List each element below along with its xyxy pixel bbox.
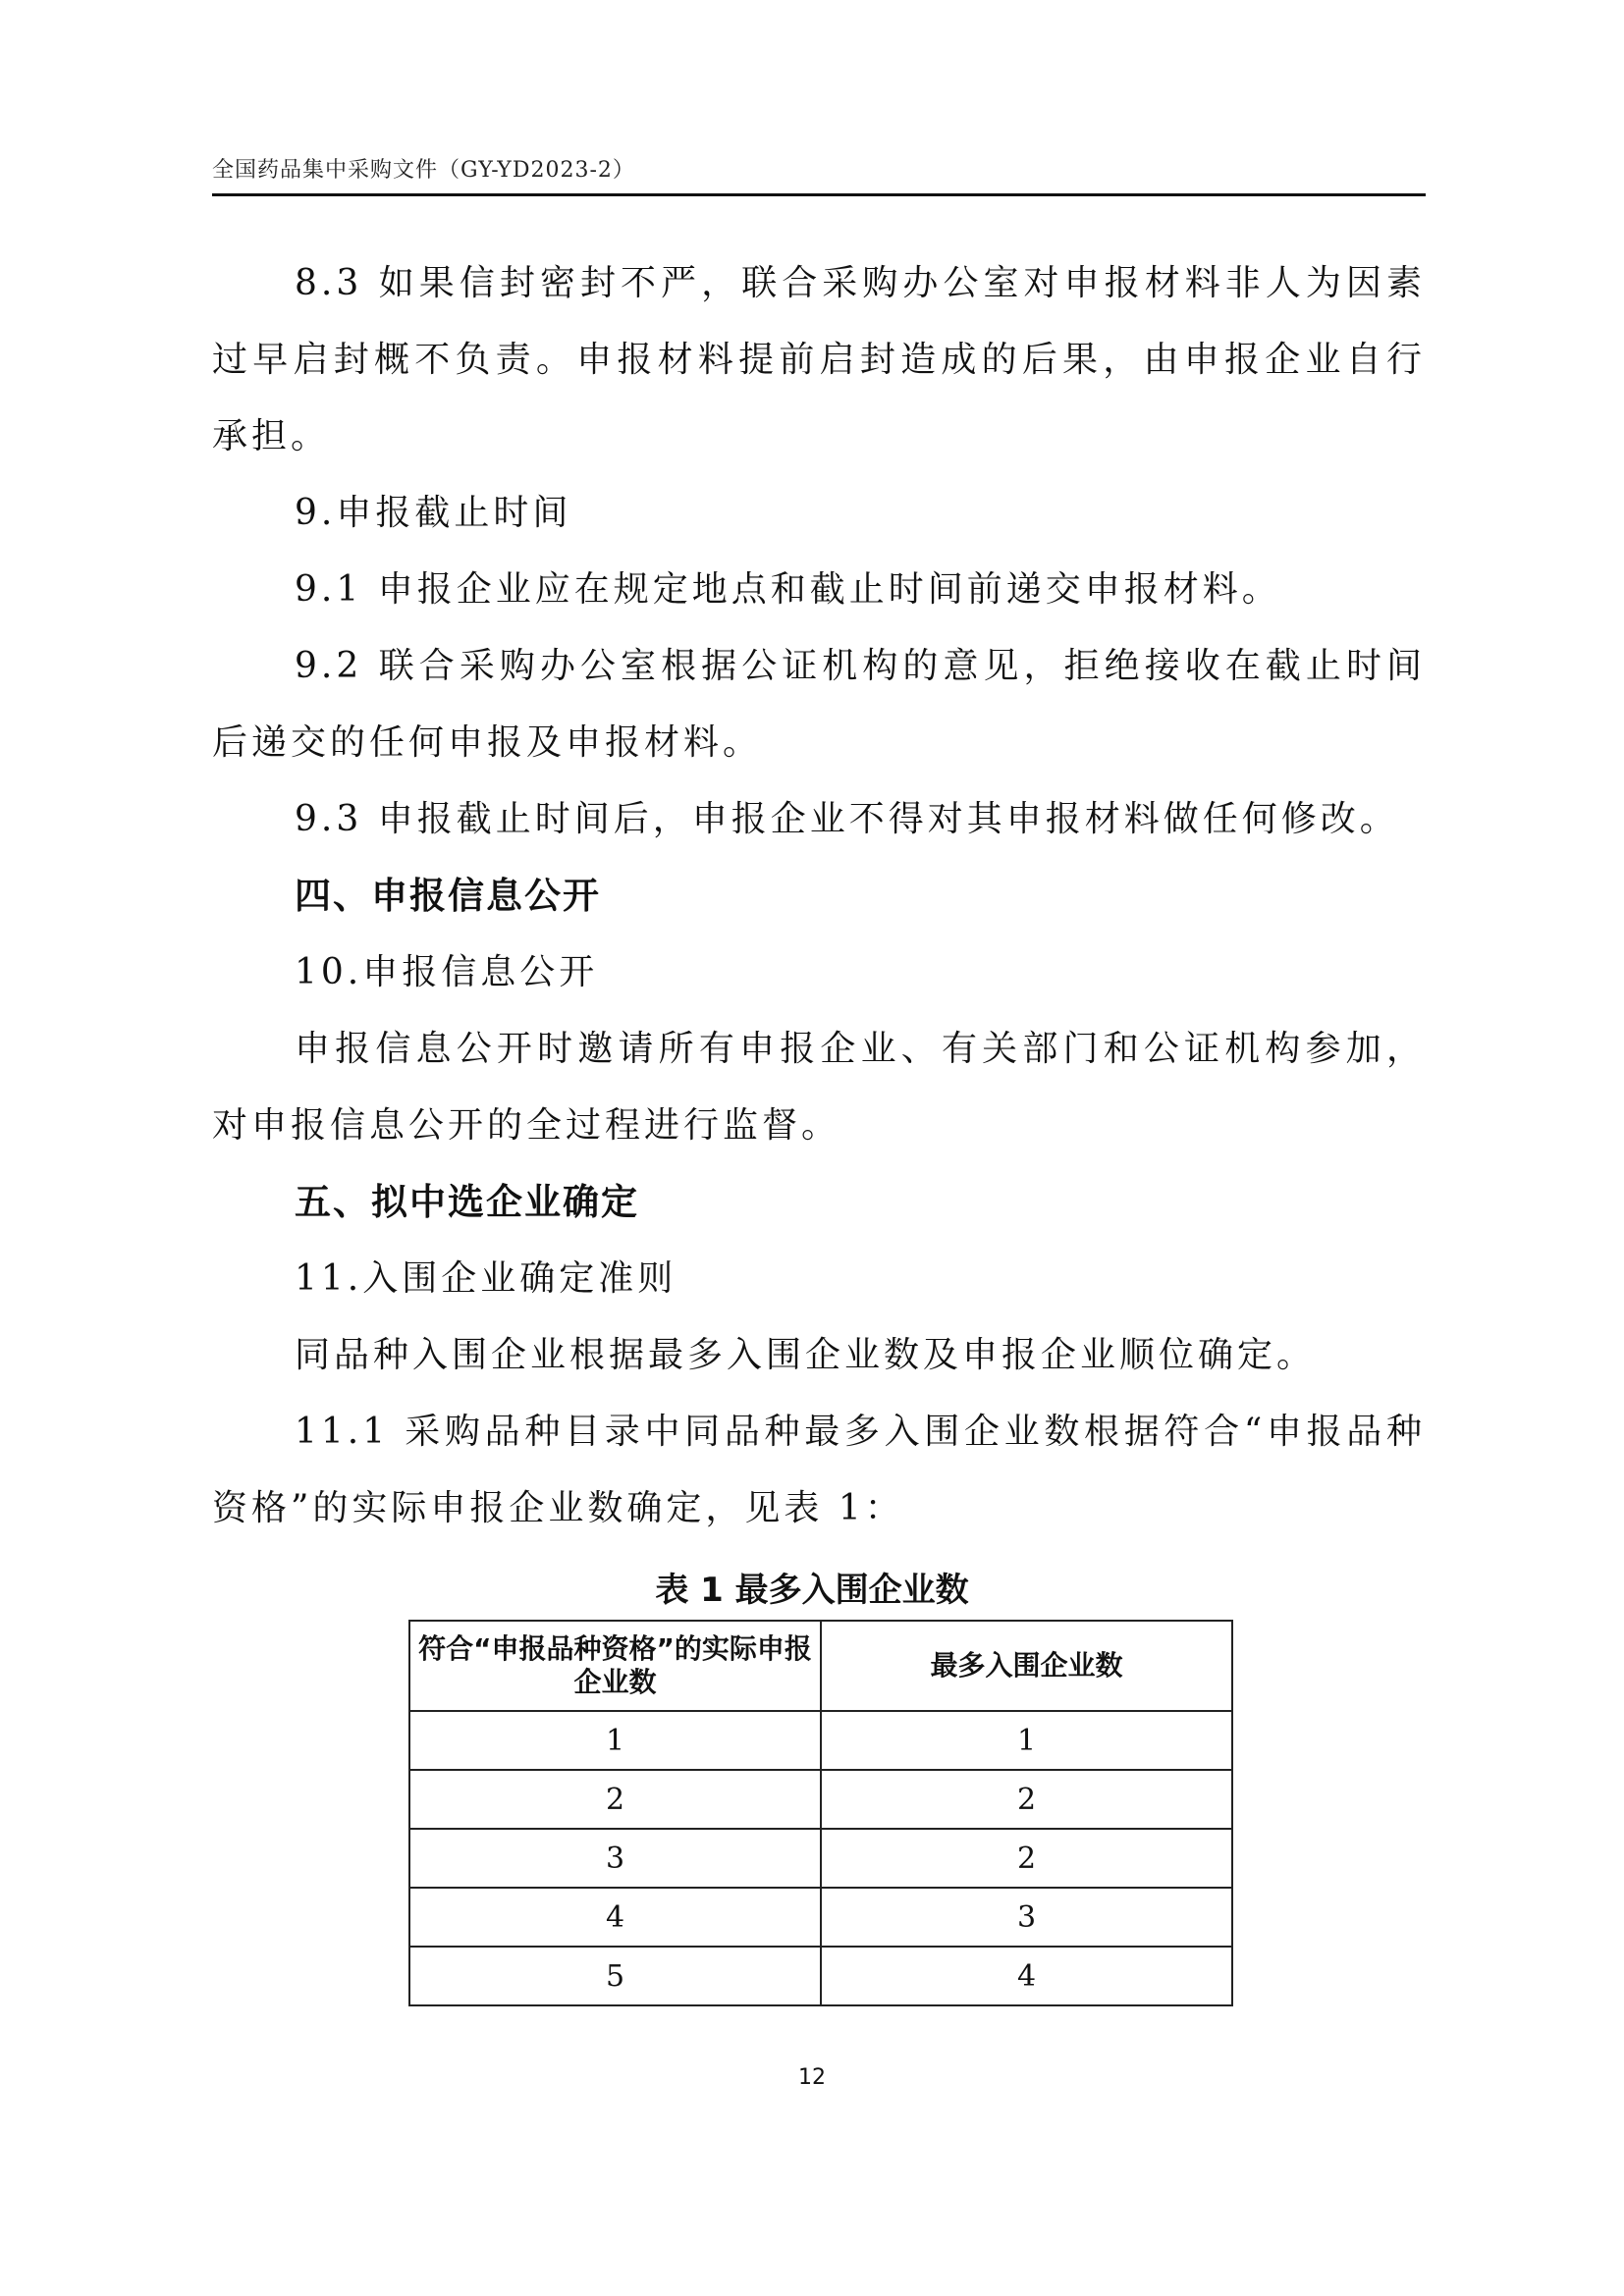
- table-cell: 3: [821, 1888, 1232, 1947]
- enterprise-count-table: [408, 1620, 1233, 2006]
- table-cell: 3: [409, 1829, 821, 1888]
- paragraph-11-1: 11.1 采购品种目录中同品种最多入围企业数根据符合“申报品种资格”的实际申报企业数确定，见表 1：: [212, 1412, 1426, 1528]
- table-cell: 1: [409, 1711, 821, 1770]
- table-row: [409, 1829, 1232, 1888]
- table-header-row: [409, 1621, 1232, 1711]
- table-cell: 2: [821, 1829, 1232, 1888]
- paragraph-11: 同品种入围企业根据最多入围企业数及申报企业顺位确定。: [295, 1335, 1317, 1375]
- paragraph-9-3: 9.3 申报截止时间后，申报企业不得对其申报材料做任何修改。: [295, 799, 1399, 839]
- paragraph-10: 申报信息公开时邀请所有申报企业、有关部门和公证机构参加，对申报信息公开的全过程进行监督。: [212, 1029, 1426, 1146]
- body-text: [212, 245, 1426, 1547]
- table-row: [409, 1711, 1232, 1770]
- table-cell: 5: [409, 1947, 821, 2005]
- table-cell: 2: [409, 1770, 821, 1829]
- paragraph-9-1: 9.1 申报企业应在规定地点和截止时间前递交申报材料。: [295, 569, 1281, 610]
- heading-10: 10.申报信息公开: [295, 952, 599, 992]
- section-heading-4: 四、申报信息公开: [295, 875, 601, 917]
- table-row: [409, 1947, 1232, 2005]
- table-header-cell: 最多入围企业数: [821, 1621, 1232, 1711]
- table-cell: 1: [821, 1711, 1232, 1770]
- table-row: [409, 1888, 1232, 1947]
- section-heading-5: 五、拟中选企业确定: [295, 1181, 639, 1223]
- heading-9: 9.申报截止时间: [295, 493, 572, 533]
- table-cell: 4: [821, 1947, 1232, 2005]
- paragraph-8-3: 8.3 如果信封密封不严，联合采购办公室对申报材料非人为因素过早启封概不负责。申报材料提前启封造成的后果，由申报企业自行承担。: [212, 263, 1426, 456]
- paragraph-9-2: 9.2 联合采购办公室根据公证机构的意见，拒绝接收在截止时间后递交的任何申报及申报材料。: [212, 646, 1426, 763]
- table-title: 表 1 最多入围企业数: [655, 1571, 969, 1610]
- table-cell: 2: [821, 1770, 1232, 1829]
- header-divider: [212, 193, 1426, 196]
- running-header: 全国药品集中采购文件（GY-YD2023-2）: [212, 158, 635, 183]
- heading-11: 11.入围企业确定准则: [295, 1258, 677, 1299]
- page-number: 12: [798, 2065, 826, 2090]
- table-header-cell: 符合“申报品种资格”的实际申报企业数: [409, 1621, 821, 1711]
- table-row: [409, 1770, 1232, 1829]
- table-cell: 4: [409, 1888, 821, 1947]
